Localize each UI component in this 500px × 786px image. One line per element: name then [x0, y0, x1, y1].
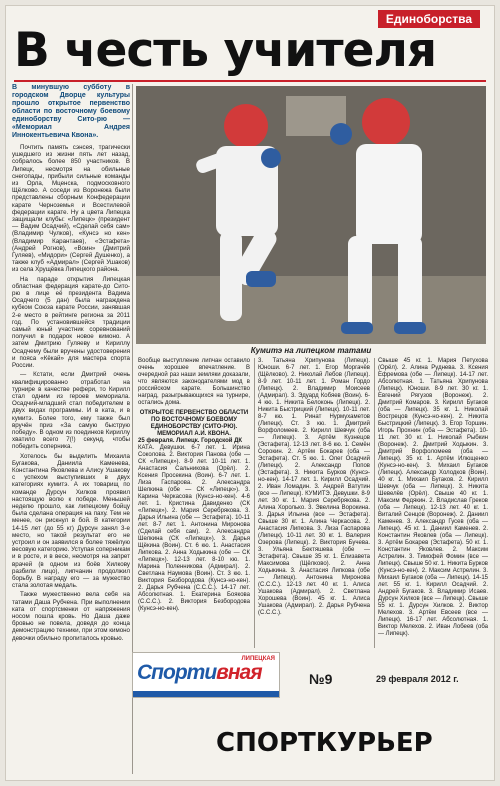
article-headline: В честь учителя [14, 23, 437, 78]
column-divider [374, 358, 375, 648]
paragraph: Почтить память сэнсея, трагически ушедшего из жизни пять лет назад, собралось более 850 участников. В Липецк, несмотря на обильные снегопады, прибыли сильные команды из Орла, Мценска, подмосковного Щёлково. А соседи из Воронежа были представлены сборным Конфедерации карате Черноземья и Всестилевой федерации карате. Ну а цвета Липецка защищали клубы: «Липецк» (президент — Вадим Осадчий), «Сделай себя сам» (Владимир Чулков), «Кунсэ но кен» (Владимир Карантаев), «Эстафета» (Андрей Рогнов), «Воин» (Дмитрий Гуляев), «Мидори» (Сергей Душенко), а также клуб «Адмирал» (Сергей Ушаков) из села Хрущёвка Липецкого района. [12, 144, 130, 274]
newspaper-logo [132, 652, 280, 698]
paragraph: На параде открытия Липецкая областная федерация карате-до Сито-рю в лице её президента Вадима Осадчего (5 дан) была награждена кубком Союза карате России, занявшая 2-е место в рейтинге региона за 2011 год. По установившейся традиции самый юный участник соревнований получил в подарок новое кимоно. А затем Дмитрию Гуляеву и Кириллу Осадчему были вручены удостоверения и пояса «Кёкай» для мастера спорта России. [12, 275, 130, 370]
results-column-1 [138, 358, 250, 613]
issue-date: 29 февраля 2012 г. [376, 674, 459, 684]
section-footer-title: СПОРТКУРЬЕР [216, 728, 433, 758]
results-place: 25 февраля. Липецк. Городской ДК [138, 438, 243, 444]
results-title: ОТКРЫТОЕ ПЕРВЕНСТВО ОБЛАСТИ ПО ВОСТОЧНОМУ БОЕВОМУ ЕДИНОБОРСТВУ (СИТО-РЮ). МЕМОРИАЛ А.И. КВОНА. [139, 410, 249, 437]
headline-rule [14, 80, 486, 82]
logo-title-part1: Спорти [137, 661, 217, 684]
results-text: КАТА. Девушки. 6-7 лет. 1. Ирина Соколова. 2. Виктория Панова (обе — СК «Липецк»). 8-9 лет. 10-11 лет. 1. Анастасия Сальникова (Орёл). 2. Ксения Просекина (Воин). 6-7 лет. 1. Лиза Гаспарова. 2. Александра Шелкина (обе — СК «Липецк»). 3. Карина Черкасова (Кунсэ-но-кен). 4-6 лет. 1. Кристина Давиденко (СК «Липецк»). 2. Мария Серебрякова. 3. Дарья Ильина (обе — Эстафета). 10-11 лет. 8-7 лет. 1. Антонина Миронова (Сделай себя сам). 2. Александра Шелкина (СК «Липецк»). 3. Дарья Щёкина (Воин). Ст. 6 кю. 1. Анастасия Липкова. 2. Анна Ходыкина (обе — СК «Липецк»). 12-13 лет. 8-10 кю. 1. Марина Поленникова (Адмирал). 2. Светлана Наумова (Воин). Ст. 3 кю. 1. Виктория Безбородова (Кунсэ-но-кен). 2. Дарья Рубчена (С.С.С.). 14-17 лет. Абсолютная. 1. Екатерина Боякова (С.С.С.). 2. Виктория Безбородова (Кунсэ-но-кен). [138, 445, 250, 612]
results-text: Свыше 45 кг. 1. Мария Петухова (Орёл). 2. Алина Руднева. 3. Ксения Ефремова (обе — Липецк). 14-17 лет. Абсолютная. 1. Татьяна Хрипунова (Липецк). Юноши. 8-9 лет. 30 кг. 1. Евгений Рягузов (Воронеж). 2. Дмитрий Комаров. 3. Кирилл Бугаков (оба — Липецк). 35 кг. 1. Николай Вострецов (Кунсэ-но-кен). 2. Никита Быстрицкий (Липецк). 3. Егор Торшин. Игорь Прохнин (оба — Эстафета). 10-11 лет. 30 кг. 1. Николай Рыбкин (Воронеж). 2. Дмитрий Ходыкин. 3. Дмитрий Ворфоломеев (оба — Липецк). 35 кг. 1. Артём Илющенко (Кунсэ-но-кен). 3. Михаил Бугаков (Липецк). Александр Холодков (Воин). 40 кг. 1. Михаил Бугаков. 2. Кирилл Шевчук (оба — Липецк). 3. Никита Шевелёв (Орёл). Свыше 40 кг. 1. Максим Федякин. 2. Владислав Греков (оба — Липецк). 12-13 лет. 40 кг. 1. Виталий Сенцов (Воронеж). 2. Даниил Каменев. 3. Александр Гусев (оба — Липецк). 45 кг. 1. Даниил Каменев. 2. Константин Яковлев (оба — Липецк). 3. Артём Бокарев (Эстафета). 50 кг. 1. Константин Яковлев. 2. Максим Астрелин. 3. Тимофей Фомин (все — Липецк). Свыше 50 кг. 1. Никита Бурков (Кунсэ-но-кен). 2. Максим Астрелин. 3. Михаил Бугаков (оба — Липецк). 14-15 лет. 55 кг. 1. Кирилл Осадчий. 2. Андрей Бугаков. 3. Владимир Исаев. Дурсун Хилков (все — Липецк). Свыше 55 кг. 1. Дурсун Хилков. 2. Виктор Мелехов. 3. Артём Евсеев (все — Липецк). 16-17 лет. Абсолютная. 1. Виктор Мелехов. 2. Иван Лобеев (оба — Липецк). [378, 358, 488, 637]
section-rubric: Единоборства [378, 10, 480, 28]
results-text: 3. Татьяна Хрипунова (Липецк). Юноши. 6-7 лет. 1. Егор Моргачёв (Щёлково). 2. Николай Лебов (Липецк). 8-9 лет. 10-11 лет. 1. Роман Гордо (Липецк). 2. Владимир Моисеев (Адмирал). 3. Эдуард Кобяев (Воин). 6-4 кю. 1. Никита Белоконь (Липецк). 2. Никита Быстрицкий (Липецк). 10-11 лет. 8-7 кю. 1. Ринат Нурмухаметов (Липецк). Ст. 3 кю. 1. Дмитрий Ворфоломеев. 2. Кирилл Шевчук (оба — Липецк). 3. Артём Кузнецов (Эстафета). 12-13 лет. 8-6 кю. 1. Семён Сорокин. 2. Артём Бокарев (оба — Эстафета). Ст. 5 кю. 1. Олег Осадчий (Липецк). 2. Александр Попов (Эстафета). 3. Никита Бурков (Кунсэ-но-кен). 14-17 лет. 1. Кирилл Осадчий. 2. Иван Ломадин. 3. Андрей Ватутин (все — Липецк). КУМИТЭ. Девушки. 8-9 лет. 30 кг. 1. Мария Серебрякова. 2. Алина Хоролько. 3. Эвелина Ворокина. 3. Дарья Ильина (все — Эстафета). Свыше 30 кг. 1. Алина Черкасова. 2. Анастасия Липкова. 3. Лиза Гаспарова (Липецк). 10-11 лет. 30 кг. 1. Валерия Озерова (Липецк). 2. Виктория Бучева. 3. Ульяна Бектяшева (обе — Эстафета). Свыше 35 кг. 1. Елизавета Максимова (Щёлково). 2. Анна Ходыкина. 3. Анастасия Липкова (обе — Липецк). Антонина Миронова (С.С.С.). 12-13 лет. 40 кг. 1. Алиса Ушакова (Адмирал). 2. Светлана Хорошева (Воин). 45 кг. 1. Алиса Ушакова (Адмирал). 2. Дарья Рубчена (С.С.С.). [258, 358, 370, 616]
article-lead: В минувшую субботу в городском Дворце культуры прошло открытое первенство области по восточному боевому единоборству Сито-рю — «Мемориал Андрея Иннокентьевича Квона». [12, 84, 130, 139]
logo-subtitle: ЛИПЕЦКАЯ [241, 656, 275, 662]
karate-fighters-illustration [136, 86, 486, 344]
results-column-3 [378, 358, 488, 638]
newspaper-page [6, 6, 494, 780]
karate-photo [136, 86, 486, 344]
logo-title [137, 661, 262, 685]
left-column [12, 84, 130, 644]
issue-number: №9 [309, 671, 333, 687]
paragraph: — Кстати, если Дмитрий очень квалифицированно отработал на турнире в качестве рефери, то Кирилл стал одним из героев мемориала. Осадчий-младший стал победителем в двух видах программы. И в ката, и в кумитэ. Более того, ему также был вручён приз «За самую быструю победу». В одном из поединков Кириллу хватило всего 7(!) секунд, чтобы победить соперника. [12, 371, 130, 451]
column-divider [254, 358, 255, 648]
mid-intro: Вообще выступление липчан оставило очень хорошее впечатление. В очередной раз наши земляки доказали, что являются законодателями мод в российском карате. Большинство наград, разыгрывающихся на турнире, остались дома. [138, 358, 250, 406]
results-column-2 [258, 358, 370, 617]
logo-bar [133, 691, 279, 697]
photo-caption: Кумитэ на липецком татами [250, 346, 372, 355]
paragraph: Хотелось бы выделить Михаила Бугакова, Даниила Каменева, Константина Яковлева и Алису Ушакову с успехом выступивших в двух категориях кумитэ. А их товарищ по команде Дурсун Хилков проявил настоящую волю к победе. Меньшей неделю прошло, как липецкому бойцу была сделана операция на паху. Тем не менее, он рискнул в бой. В категории 14-15 лет (до 55 кг) Дурсун занял 3-е место, но такой результат его не устроил и он заявился в более тяжёлую весовую категорию. Уступая соперникам и в росте, и в весе, несмотря на запрет врачей (в одном из боёв Хилкову разбили лицо), липчанин продолжил борьбу. В награду его — за мужество стала золотая медаль. [12, 452, 130, 590]
paragraph: Также мужественно вела себя на татами Даша Рубчена. При выполнении ката от спортсменки от напряжения носом пошла кровь. Но Даша даже бровью не повела, доведя до конца демонстрацию техники, при этом кимоно девочки обильно пропиталось кровью. [12, 591, 130, 642]
logo-title-part2: вная [216, 661, 262, 684]
